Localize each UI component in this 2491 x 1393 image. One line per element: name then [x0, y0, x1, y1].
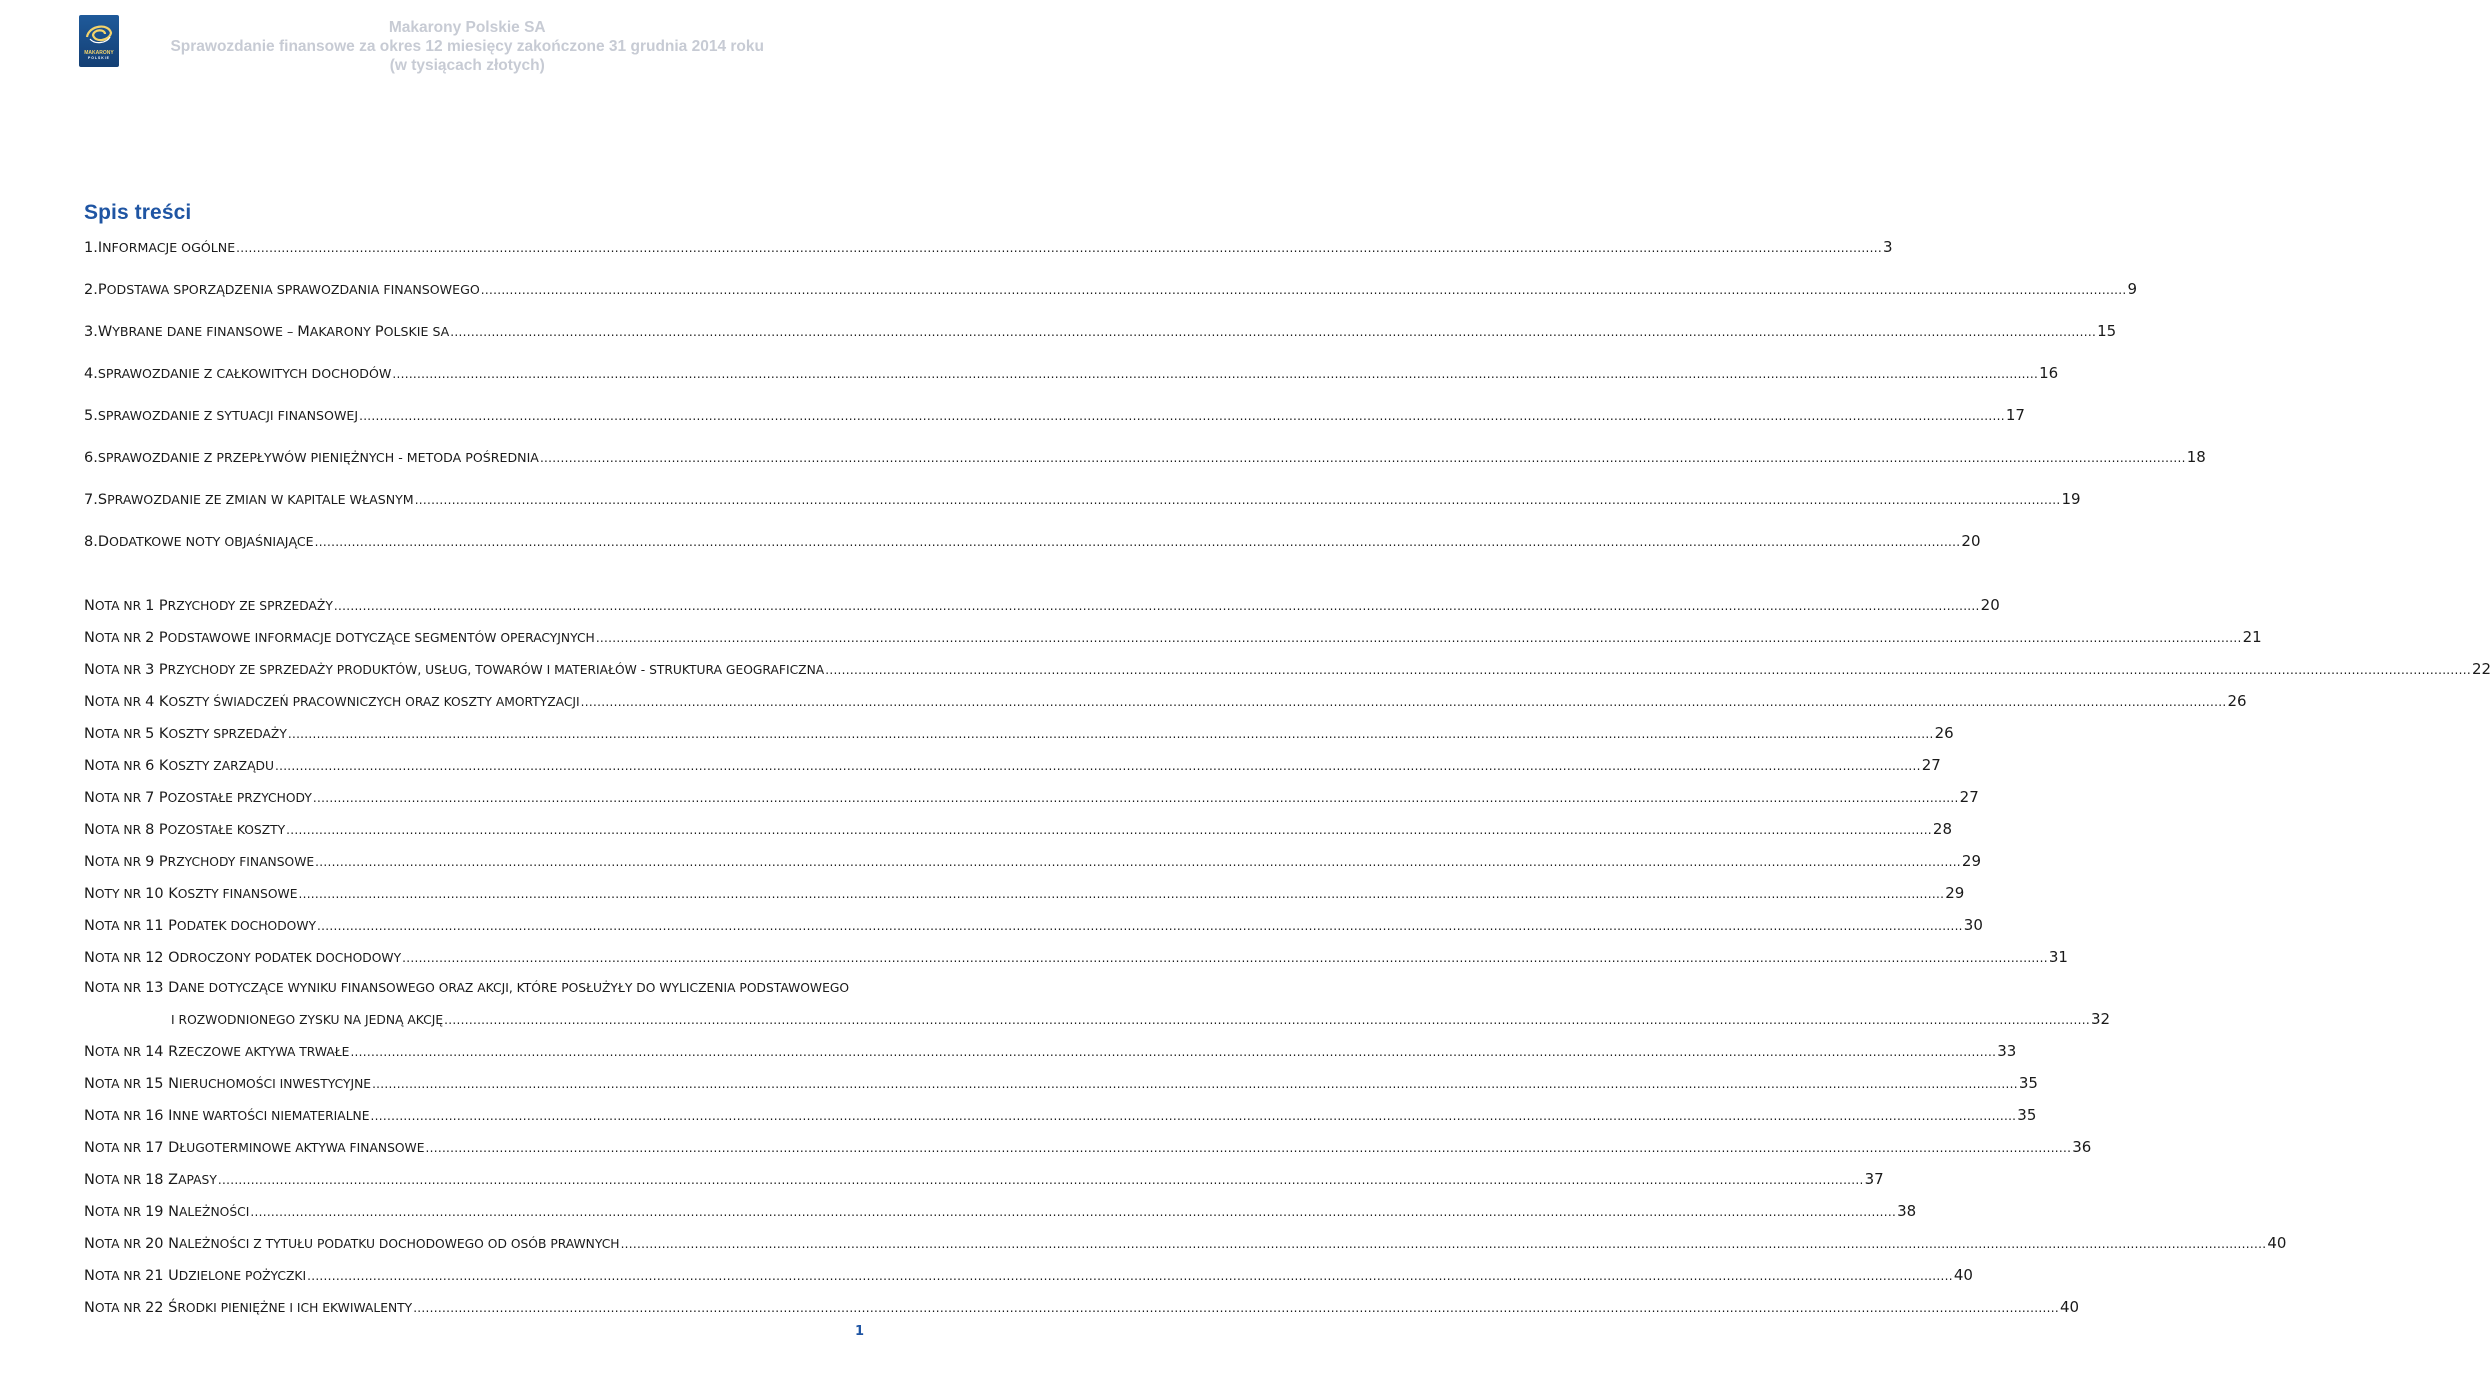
title-text: AKARONY — [309, 324, 375, 339]
page-ref: 16 — [2039, 364, 2059, 382]
note-number: 3 — [145, 662, 155, 678]
title-text: OZOSTAŁE KOSZTY — [167, 823, 286, 837]
toc-note-entry[interactable] — [84, 1138, 2092, 1156]
title-initial: P — [158, 598, 168, 614]
note-label-rest: OTA NR — [94, 631, 146, 645]
page-ref: 40 — [2059, 1298, 2080, 1316]
title-text: RZYCHODY FINANSOWE — [167, 855, 315, 869]
dot-leader: ................................................................................................................................................................................................................................................................................................................................................................................................................ — [286, 823, 1932, 837]
dot-leader: ................................................................................................................................................................................................................................................................................................................................................................................................................ — [539, 451, 2186, 465]
note-title — [84, 918, 316, 934]
note-title — [84, 758, 274, 774]
note-label-initial: N — [84, 1044, 95, 1060]
note-title — [84, 630, 595, 646]
note-label — [84, 1076, 168, 1092]
section-number: 8. — [84, 534, 98, 550]
toc-note-entry[interactable] — [84, 596, 2000, 614]
title-initial: I — [97, 240, 103, 256]
note-number: 20 — [145, 1236, 164, 1252]
note-title — [84, 662, 824, 678]
section-title — [98, 366, 392, 381]
toc-section-entry[interactable] — [84, 280, 2138, 298]
toc-note-entry[interactable] — [84, 852, 1982, 870]
title-text: SPRAWOZDANIE Z PRZEPŁYWÓW PIENIĘŻNYCH - METODA POŚREDNIA — [97, 450, 539, 465]
title-text: OSZTY SPRZEDAŻY — [168, 727, 287, 741]
page-ref: 38 — [1897, 1202, 1917, 1220]
page-ref: 30 — [1963, 916, 1983, 934]
note-label-rest: OTA NR — [94, 1301, 146, 1315]
note-number: 18 — [145, 1172, 164, 1188]
note-number: 7 — [145, 790, 155, 806]
dot-leader: ................................................................................................................................................................................................................................................................................................................................................................................................................ — [314, 535, 1961, 549]
note-label — [84, 1044, 168, 1060]
note-title — [84, 1236, 620, 1252]
title-initial: O — [168, 950, 180, 966]
note-label — [84, 822, 159, 838]
note-label — [84, 854, 159, 870]
toc-note-entry[interactable] — [84, 916, 1983, 934]
note-number: 14 — [145, 1044, 164, 1060]
title-text: ODSTAWA SPORZĄDZENIA SPRAWOZDANIA FINANSOWEGO — [106, 282, 480, 297]
section-title — [98, 492, 414, 508]
title-text: OLSKIE SA — [383, 324, 450, 339]
title-text: RZYCHODY ZE SPRZEDAŻY PRODUKTÓW, USŁUG, TOWARÓW I MATERIAŁÓW - STRUKTURA GEOGRAFICZNA — [167, 663, 825, 677]
note-label-rest: OTA NR — [94, 599, 146, 613]
logo-text-line1: MAKARONY — [84, 50, 114, 56]
note-label-rest: OTA NR — [94, 1173, 146, 1187]
dot-leader: ................................................................................................................................................................................................................................................................................................................................................................................................................ — [333, 599, 1980, 613]
section-title — [98, 282, 480, 298]
title-text: IERUCHOMOŚCI INWESTYCYJNE — [179, 1077, 372, 1091]
dot-leader: ................................................................................................................................................................................................................................................................................................................................................................................................................ — [307, 1269, 1953, 1283]
note-label-initial: N — [84, 980, 95, 996]
note-number: 8 — [145, 822, 155, 838]
note-label — [84, 980, 168, 996]
note-number: 17 — [145, 1140, 164, 1156]
page-ref: 35 — [2017, 1106, 2037, 1124]
page-ref: 18 — [2186, 448, 2206, 466]
title-initial: D — [168, 1140, 180, 1156]
title-text: PRAWOZDANIE ZE ZMIAN W KAPITALE WŁASNYM — [107, 492, 414, 507]
note-label-rest: OTA NR — [94, 951, 146, 965]
toc-note-entry[interactable] — [84, 660, 2491, 678]
title-initial: K — [158, 694, 169, 710]
note-title — [84, 790, 312, 806]
note-number: 11 — [145, 918, 164, 934]
title-initial: M — [297, 324, 310, 340]
title-text: RODKI PIENIĘŻNE I ICH EKWIWALENTY — [177, 1301, 413, 1315]
title-initial: P — [168, 918, 177, 934]
title-initial: P — [374, 324, 384, 340]
note-label-rest: OTA NR — [94, 1045, 146, 1059]
title-initial: I — [168, 1108, 173, 1124]
note-label — [84, 1300, 168, 1316]
page-ref: 27 — [1959, 788, 1979, 806]
note-label — [84, 918, 168, 934]
dot-leader: ................................................................................................................................................................................................................................................................................................................................................................................................................ — [250, 1205, 1897, 1219]
dot-leader: ................................................................................................................................................................................................................................................................................................................................................................................................................ — [480, 283, 2127, 297]
logo-text-line2: POLSKIE — [88, 56, 110, 60]
title-initial: W — [97, 324, 113, 340]
title-text: ODSTAWOWE INFORMACJE DOTYCZĄCE SEGMENTÓW OPERACYJNYCH — [167, 631, 595, 645]
toc-section-entry[interactable] — [84, 238, 1893, 256]
toc-note-entry[interactable] — [84, 1234, 2287, 1252]
page-ref: 40 — [2267, 1234, 2287, 1252]
title-text: NFORMACJE OGÓLNE — [102, 240, 236, 255]
dot-leader: ................................................................................................................................................................................................................................................................................................................................................................................................................ — [350, 1045, 1997, 1059]
toc-section-entry[interactable] — [84, 406, 2025, 424]
toc-note-entry[interactable] — [84, 884, 1965, 902]
dot-leader: ................................................................................................................................................................................................................................................................................................................................................................................................................ — [274, 759, 1921, 773]
note-label-rest: OTA NR — [94, 1141, 146, 1155]
section-title — [98, 408, 358, 423]
note-title — [84, 694, 580, 710]
title-initial: K — [168, 886, 178, 902]
note-label-initial: N — [84, 662, 95, 678]
dot-leader: ................................................................................................................................................................................................................................................................................................................................................................................................................ — [425, 1141, 2072, 1155]
section-number: 3. — [84, 324, 98, 340]
document-header — [170, 18, 764, 75]
title-initial: P — [158, 630, 168, 646]
page-ref: 9 — [2127, 280, 2138, 298]
title-initial: U — [168, 1268, 179, 1284]
title-initial: P — [158, 790, 168, 806]
title-initial: N — [168, 1204, 179, 1220]
title-text: OSZTY FINANSOWE — [177, 887, 298, 901]
toc-note-entry[interactable] — [84, 980, 888, 996]
note-number: 21 — [145, 1268, 164, 1284]
title-text: ALEŻNOŚCI — [179, 1205, 250, 1219]
note-number: 19 — [145, 1204, 164, 1220]
note-number: 22 — [145, 1300, 164, 1316]
note-label — [84, 1172, 168, 1188]
page-ref: 21 — [2242, 628, 2262, 646]
note-label-rest: OTA NR — [94, 1269, 146, 1283]
title-initial: N — [168, 1076, 179, 1092]
note-label — [84, 630, 159, 646]
dot-leader: ................................................................................................................................................................................................................................................................................................................................................................................................................ — [620, 1237, 2267, 1251]
page-ref: 20 — [1980, 596, 2000, 614]
dot-leader: ................................................................................................................................................................................................................................................................................................................................................................................................................ — [236, 241, 1882, 255]
note-label-initial: N — [84, 918, 95, 934]
note-label-initial: N — [84, 1204, 95, 1220]
page-ref: 19 — [2061, 490, 2081, 508]
section-number: 1. — [84, 240, 98, 256]
page-ref: 26 — [2227, 692, 2247, 710]
note-label-rest: OTA NR — [94, 695, 146, 709]
section-title — [98, 240, 235, 256]
note-label — [84, 598, 159, 614]
note-number: 2 — [145, 630, 155, 646]
title-text: APASY — [178, 1173, 217, 1187]
toc-note-entry[interactable] — [84, 1106, 2037, 1124]
dot-leader: ................................................................................................................................................................................................................................................................................................................................................................................................................ — [580, 695, 2227, 709]
title-initial: D — [97, 534, 110, 550]
page-ref: 37 — [1864, 1170, 1884, 1188]
toc-heading: Spis treści — [84, 201, 192, 224]
note-label-rest: OTA NR — [94, 663, 146, 677]
note-number: 4 — [145, 694, 155, 710]
note-title — [84, 1044, 349, 1060]
page-ref: 28 — [1932, 820, 1953, 838]
title-text: OSZTY ŚWIADCZEŃ PRACOWNICZYCH ORAZ KOSZTY AMORTYZACJI — [168, 695, 580, 709]
note-title — [84, 1300, 412, 1316]
note-label-initial: N — [84, 1236, 95, 1252]
note-label-initial: N — [84, 1076, 95, 1092]
note-label-initial: N — [84, 726, 95, 742]
note-label-rest: OTA NR — [94, 919, 146, 933]
note-label-initial: N — [84, 886, 95, 902]
note-label-initial: N — [84, 822, 95, 838]
title-text: DZIELONE POŻYCZKI — [178, 1269, 307, 1283]
title-text: NNE WARTOŚCI NIEMATERIALNE — [172, 1109, 370, 1123]
note-title — [84, 854, 314, 870]
title-initial: K — [158, 726, 169, 742]
note-label-rest: OTA NR — [94, 855, 146, 869]
title-initial: Z — [168, 1172, 179, 1188]
page-ref: 26 — [1934, 724, 1954, 742]
page-ref: 40 — [1953, 1266, 1973, 1284]
logo-swirl-icon — [79, 15, 119, 51]
title-text: DROCZONY PODATEK DOCHODOWY — [179, 951, 402, 965]
title-initial: D — [168, 980, 180, 996]
toc-note-entry-continuation[interactable] — [84, 1010, 2111, 1028]
title-text: ANE DOTYCZĄCE WYNIKU FINANSOWEGO ORAZ AKCJI, KTÓRE POSŁUŻYŁY DO WYLICZENIA PODSTAWOWEGO — [179, 981, 850, 995]
page-ref: 3 — [1882, 238, 1893, 256]
title-text: SPRAWOZDANIE Z CAŁKOWITYCH DOCHODÓW — [97, 366, 392, 381]
note-label-rest: OTA NR — [94, 823, 146, 837]
note-label-initial: N — [84, 790, 95, 806]
toc-note-entry[interactable] — [84, 1042, 2017, 1060]
note-label — [84, 1268, 168, 1284]
dot-leader: ................................................................................................................................................................................................................................................................................................................................................................................................................ — [402, 951, 2048, 965]
report-title: Sprawozdanie finansowe za okres 12 miesięcy zakończone 31 grudnia 2014 roku — [170, 38, 764, 55]
title-initial: N — [168, 1236, 179, 1252]
note-number: 16 — [145, 1108, 164, 1124]
title-text: OZOSTAŁE PRZYCHODY — [167, 791, 312, 805]
note-number: 13 — [145, 980, 164, 996]
title-text: SPRAWOZDANIE Z SYTUACJI FINANSOWEJ — [97, 408, 359, 423]
toc-note-entry[interactable] — [84, 1170, 1884, 1188]
note-label-initial: N — [84, 1172, 95, 1188]
note-label-rest: OTA NR — [94, 981, 146, 995]
dot-leader: ................................................................................................................................................................................................................................................................................................................................................................................................................ — [312, 791, 1959, 805]
note-label — [84, 790, 159, 806]
company-logo — [79, 15, 119, 67]
toc-section-entry[interactable] — [84, 322, 2117, 340]
note-label-initial: N — [84, 950, 95, 966]
toc-note-entry[interactable] — [84, 756, 1941, 774]
note-title — [84, 726, 287, 742]
note-label-initial: N — [84, 854, 95, 870]
page-ref: 32 — [2090, 1010, 2111, 1028]
dot-leader: ................................................................................................................................................................................................................................................................................................................................................................................................................ — [595, 631, 2242, 645]
dot-leader: ................................................................................................................................................................................................................................................................................................................................................................................................................ — [413, 1301, 2059, 1315]
note-label-initial: N — [84, 758, 95, 774]
section-number: 5. — [84, 408, 98, 424]
note-label — [84, 886, 168, 902]
page-ref: 36 — [2072, 1138, 2092, 1156]
company-name: Makarony Polskie SA — [388, 19, 546, 36]
note-label-rest: OTY NR — [94, 887, 146, 901]
note-label-rest: OTA NR — [94, 1237, 146, 1251]
note-title — [84, 1108, 370, 1124]
toc-note-entry[interactable] — [84, 1298, 2080, 1316]
note-label — [84, 662, 159, 678]
note-label — [84, 1236, 168, 1252]
note-label-initial: N — [84, 694, 95, 710]
toc-section-entry[interactable] — [84, 490, 2081, 508]
note-title — [84, 1076, 371, 1092]
page-ref: 29 — [1945, 884, 1965, 902]
dot-leader: ................................................................................................................................................................................................................................................................................................................................................................................................................ — [444, 1013, 2090, 1027]
note-label-rest: OTA NR — [94, 791, 146, 805]
section-number: 7. — [84, 492, 98, 508]
title-text: ALEŻNOŚCI Z TYTUŁU PODATKU DOCHODOWEGO OD OSÓB PRAWNYCH — [179, 1237, 620, 1251]
page-ref: 29 — [1961, 852, 1982, 870]
note-number: 10 — [145, 886, 164, 902]
section-number: 2. — [84, 282, 98, 298]
note-label — [84, 1204, 168, 1220]
toc-section-entry[interactable] — [84, 364, 2059, 382]
dot-leader: ................................................................................................................................................................................................................................................................................................................................................................................................................ — [392, 367, 2039, 381]
note-title — [84, 950, 401, 966]
toc-note-entry[interactable] — [84, 724, 1954, 742]
note-label-initial: N — [84, 1140, 95, 1156]
section-title — [98, 324, 449, 340]
title-text: ZECZOWE AKTYWA TRWAŁE — [178, 1045, 350, 1059]
dot-leader: ................................................................................................................................................................................................................................................................................................................................................................................................................ — [298, 887, 1945, 901]
page-ref: 33 — [1997, 1042, 2017, 1060]
note-label-rest: OTA NR — [94, 759, 146, 773]
page-number: 1 — [855, 1324, 865, 1339]
title-text: ODATKOWE NOTY OBJAŚNIAJĄCE — [109, 534, 314, 549]
title-initial: K — [158, 758, 169, 774]
dot-leader: ................................................................................................................................................................................................................................................................................................................................................................................................................ — [372, 1077, 2018, 1091]
note-number: 6 — [145, 758, 155, 774]
section-title — [98, 534, 314, 550]
section-title — [98, 450, 539, 465]
note-label-rest: OTA NR — [94, 1205, 146, 1219]
title-text: I ROZWODNIONEGO ZYSKU NA JEDNĄ AKCJĘ — [171, 1013, 444, 1027]
note-label-initial: N — [84, 1108, 95, 1124]
title-text: OSZTY ZARZĄDU — [168, 759, 274, 773]
note-title — [84, 886, 297, 902]
title-text: RZYCHODY ZE SPRZEDAŻY — [167, 599, 333, 613]
toc-note-entry[interactable] — [84, 1266, 1973, 1284]
toc-note-entry[interactable] — [84, 1074, 2038, 1092]
note-label-rest: OTA NR — [94, 1077, 146, 1091]
note-label — [84, 758, 159, 774]
note-number: 1 — [145, 598, 155, 614]
note-label-rest: OTA NR — [94, 727, 146, 741]
dot-leader: ................................................................................................................................................................................................................................................................................................................................................................................................................ — [414, 493, 2061, 507]
note-label-initial: N — [84, 1300, 95, 1316]
toc-note-entry[interactable] — [84, 692, 2247, 710]
dot-leader: ................................................................................................................................................................................................................................................................................................................................................................................................................ — [315, 855, 1961, 869]
title-initial: P — [97, 282, 107, 298]
note-title — [84, 1268, 306, 1284]
note-title — [84, 1172, 217, 1188]
dot-leader: ................................................................................................................................................................................................................................................................................................................................................................................................................ — [359, 409, 2005, 423]
note-label-initial: N — [84, 630, 95, 646]
title-initial: Ś — [168, 1300, 178, 1316]
title-initial: P — [158, 822, 168, 838]
dot-leader: ................................................................................................................................................................................................................................................................................................................................................................................................................ — [217, 1173, 1864, 1187]
page-ref: 17 — [2005, 406, 2025, 424]
page-ref: 15 — [2097, 322, 2117, 340]
report-unit: (w tysiącach złotych) — [389, 57, 545, 74]
page-ref: 31 — [2048, 948, 2068, 966]
title-text: ODATEK DOCHODOWY — [176, 919, 317, 933]
title-initial: P — [158, 854, 168, 870]
note-number: 9 — [145, 854, 155, 870]
note-title — [84, 1140, 424, 1156]
note-label-initial: N — [84, 1268, 95, 1284]
toc-note-entry[interactable] — [84, 1202, 1917, 1220]
title-initial: P — [158, 662, 168, 678]
note-label-rest: OTA NR — [94, 1109, 146, 1123]
note-title — [84, 822, 285, 838]
toc-note-entry[interactable] — [84, 820, 1953, 838]
page-ref: 35 — [2018, 1074, 2038, 1092]
note-label — [84, 1108, 168, 1124]
toc-section-entry[interactable] — [84, 448, 2206, 466]
dot-leader: ................................................................................................................................................................................................................................................................................................................................................................................................................ — [825, 663, 2471, 677]
title-text: YBRANE DANE FINANSOWE – — [112, 324, 298, 339]
note-title — [84, 1204, 249, 1220]
page-ref: 22 — [2472, 660, 2491, 678]
page-ref: 27 — [1921, 756, 1941, 774]
toc-section-entry[interactable] — [84, 532, 1981, 550]
note-number: 15 — [145, 1076, 164, 1092]
dot-leader: ................................................................................................................................................................................................................................................................................................................................................................................................................ — [450, 325, 2097, 339]
page-ref: 20 — [1961, 532, 1981, 550]
toc-note-entry[interactable] — [84, 788, 1979, 806]
dot-leader: ................................................................................................................................................................................................................................................................................................................................................................................................................ — [317, 919, 1963, 933]
section-number: 6. — [84, 450, 98, 466]
note-number: 5 — [145, 726, 155, 742]
title-initial: S — [97, 492, 108, 508]
note-title — [84, 598, 333, 614]
title-initial: R — [168, 1044, 179, 1060]
dot-leader: ................................................................................................................................................................................................................................................................................................................................................................................................................ — [370, 1109, 2017, 1123]
note-number: 12 — [145, 950, 164, 966]
title-text: ŁUGOTERMINOWE AKTYWA FINANSOWE — [179, 1141, 425, 1155]
note-label-initial: N — [84, 598, 95, 614]
note-label — [84, 694, 159, 710]
dot-leader: ................................................................................................................................................................................................................................................................................................................................................................................................................ — [287, 727, 1934, 741]
section-number: 4. — [84, 366, 98, 382]
note-label — [84, 950, 168, 966]
toc-note-entry[interactable] — [84, 948, 2068, 966]
note-label — [84, 726, 159, 742]
toc-note-entry[interactable] — [84, 628, 2262, 646]
note-label — [84, 1140, 168, 1156]
